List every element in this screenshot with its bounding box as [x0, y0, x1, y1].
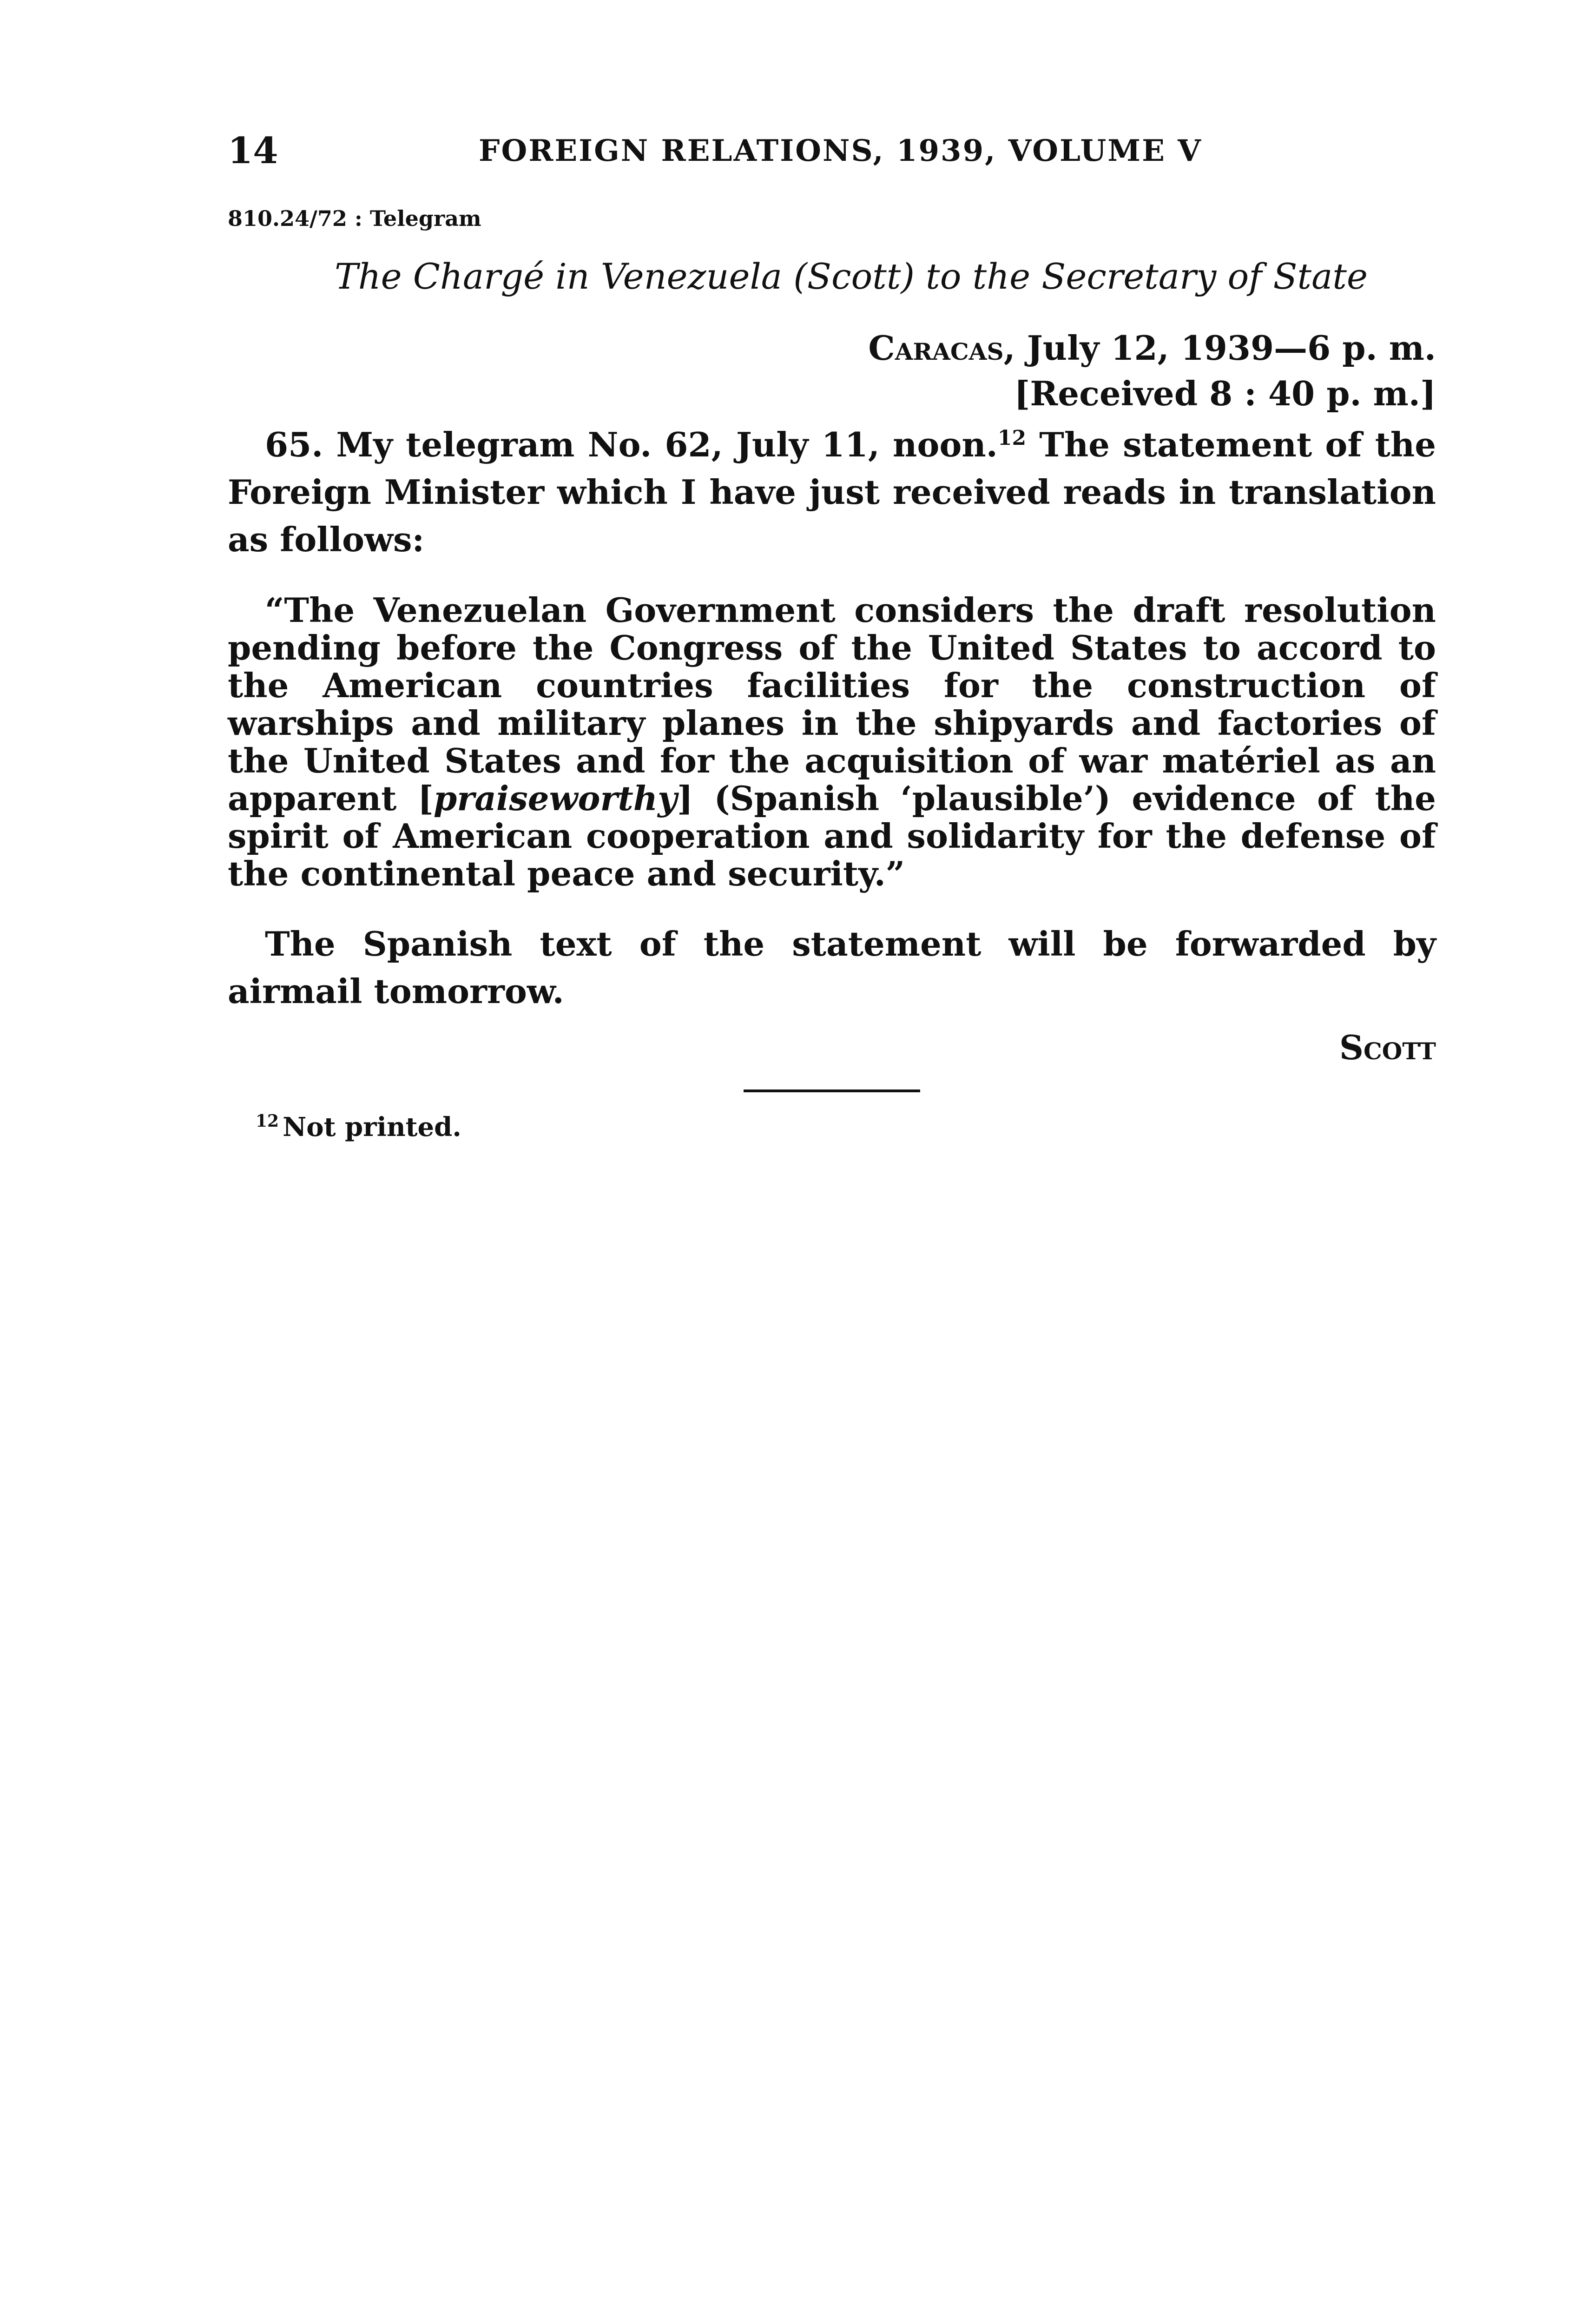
quotation-italic-word: praiseworthy	[433, 779, 677, 818]
page-number: 14	[228, 130, 278, 172]
paragraph-1-text-a: 65. My telegram No. 62, July 11, noon.	[265, 425, 998, 464]
file-reference: 810.24/72 : Telegram	[228, 206, 481, 231]
footnote-reference: 12	[997, 426, 1027, 450]
footnote-12	[228, 1111, 1436, 1143]
quotation-text-b: ] (Spanish ‘plausible’) evidence of the spirit of American cooperation and solidarity for the defense of the continental peace and security.”	[228, 779, 1436, 893]
running-header	[228, 125, 1436, 177]
paragraph-1-text-b: The statement of the Foreign Minister which I have just received reads in translation as follows:	[228, 425, 1436, 559]
body-paragraph-2: The Spanish text of the statement will be forwarded by airmail tomorrow.	[228, 924, 1436, 1011]
document-heading: The Chargé in Venezuela (Scott) to the Secretary of State	[335, 256, 1368, 297]
dateline-date-time: , July 12, 1939—6 p. m.	[1003, 328, 1436, 368]
quoted-statement	[228, 591, 1436, 892]
dateline	[228, 325, 1436, 416]
footnote-text: Not printed.	[283, 1112, 461, 1142]
footnote-divider	[744, 1089, 920, 1092]
footnote-mark: 12	[256, 1111, 279, 1131]
dateline-received: [Received 8 : 40 p. m.]	[1014, 374, 1436, 413]
dateline-sent	[228, 325, 1436, 371]
dateline-place: Caracas	[868, 328, 1004, 368]
running-title: FOREIGN RELATIONS, 1939, VOLUME V	[479, 133, 1202, 168]
document-page	[228, 125, 1436, 1143]
body-paragraph-1	[228, 421, 1436, 563]
quotation-text-a: “The Venezuelan Government considers the draft resolution pending before the Congress of the United States to accord to the American countries facilities for the construction of warships and military planes in the shipyards and factories of the United States and for the acquisition of war matériel as an apparent [	[228, 590, 1436, 818]
signature: Scott	[1339, 1028, 1436, 1067]
